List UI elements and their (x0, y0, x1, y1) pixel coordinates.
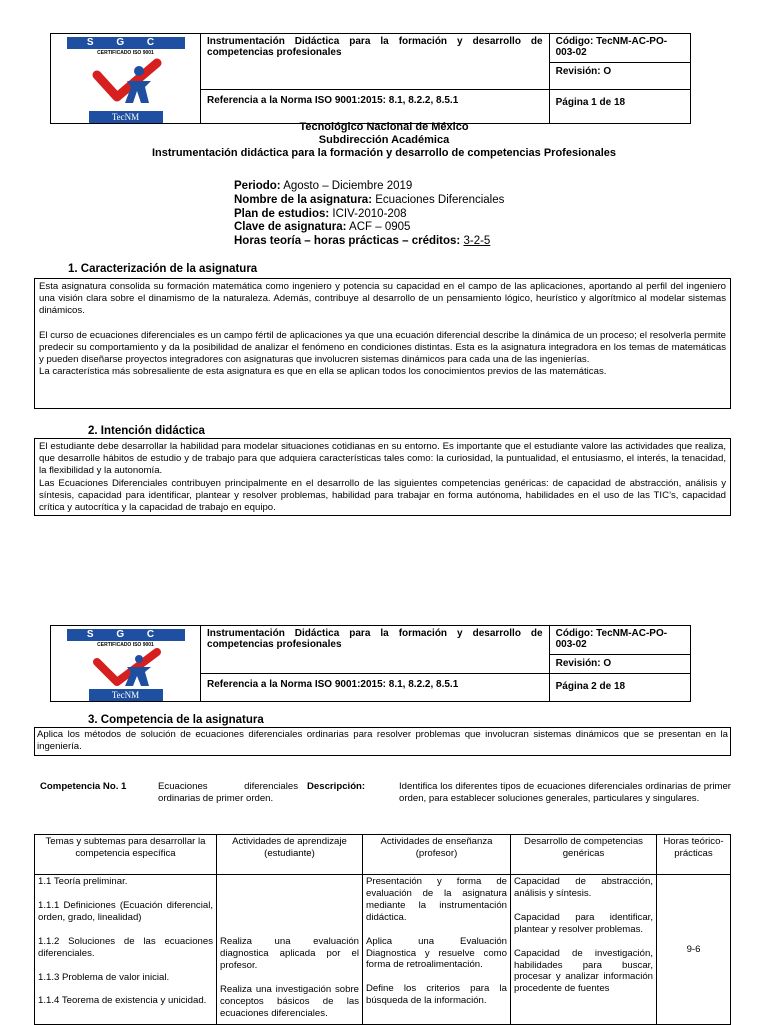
clave-value: ACF – 0905 (349, 221, 411, 233)
genericas-cell (511, 875, 657, 1025)
page-number: Página 1 de 18 (549, 90, 690, 124)
section-2-paragraph: Las Ecuaciones Diferenciales contribuyen principalmente en el desarrollo de las siguientes competencias genéricas: de capacidad de abstracción, análisis y síntesis, capacidad para identificar, plantear y resolver problemas, habilidad para trabajar en forma autónoma, habilidades en el uso de las TIC’s, capacidad crítica y autocrítica y la capacidad de trabajo en equipo. (39, 477, 726, 514)
tecnm-sgc-logo (67, 629, 185, 701)
periodo-value: Agosto – Diciembre 2019 (283, 180, 413, 192)
table-header: Horas teórico-prácticas (657, 835, 731, 875)
doc-revision: Revisión: O (555, 66, 612, 77)
asignatura-line (234, 194, 504, 208)
competencia-label: Competencia No. 1 (40, 781, 127, 792)
descripcion-label: Descripción: (307, 781, 366, 792)
ensenanza-item: Presentación y forma de evaluación de la asignatura mediante la instrumentación didáctica. (366, 876, 507, 923)
plan-line (234, 208, 407, 222)
horas-line (234, 235, 490, 249)
doc-code: Código: TecNM-AC-PO-003-02 (550, 34, 690, 63)
tecnm-sgc-logo (67, 37, 185, 123)
generica-item: Capacidad para identificar, plantear y resolver problemas. (514, 911, 653, 935)
code-revision-cell (549, 34, 690, 90)
subdirection-title: Subdirección Académica (318, 134, 450, 146)
competencia-description: Identifica los diferentes tipos de ecuaciones diferenciales ordinarias de primer orden, para establecer soluciones generales, particulares y singulares. (399, 781, 731, 805)
horas-label: Horas teoría – horas prácticas – créditos: (234, 235, 461, 247)
horas-cell: 9-6 (657, 875, 731, 1025)
doc-code: Código: TecNM-AC-PO-003-02 (550, 626, 690, 655)
section-1-box (34, 278, 731, 409)
document-title: Instrumentación didáctica para la formación y desarrollo de competencias Profesionales (152, 147, 616, 159)
section-3-box (34, 727, 731, 756)
section-2-paragraph: El estudiante debe desarrollar la habilidad para modelar situaciones cotidianas en su entorno. Es importante que el estudiante valore las actividades que realiza, que desarrolle hábitos de estudio y de trabajo para que adquiera características tales como: la curiosidad, la puntualidad, el entusiasmo, el interés, la tenacidad, la flexibilidad y la autonomía. (39, 441, 726, 477)
logo-iso-text: CERTIFICADO ISO 9001 (97, 50, 154, 56)
tema-item: 1.1.3 Problema de valor inicial. (38, 971, 170, 983)
table-header: Actividades de enseñanza (profesor) (363, 835, 511, 875)
table-header: Temas y subtemas para desarrollar la competencia específica (35, 835, 217, 875)
periodo-label: Periodo: (234, 180, 281, 192)
aprendizaje-item: Realiza una evaluación diagnostica aplicada por el profesor. (220, 936, 359, 971)
aprendizaje-cell (217, 875, 363, 1025)
logo-sgc-text: S G C (67, 37, 185, 49)
section-2-box (34, 438, 731, 516)
tema-item: 1.1.2 Soluciones de las ecuaciones diferenciales. (38, 935, 213, 959)
asignatura-value: Ecuaciones Diferenciales (375, 194, 505, 206)
doc-revision: Revisión: O (555, 658, 612, 669)
checkmark-person-icon (67, 57, 185, 117)
iso-norma-reference: Referencia a la Norma ISO 9001:2015: 8.1, 8.2.2, 8.5.1 (201, 90, 550, 124)
header-title: Instrumentación Didáctica para la formación y desarrollo de competencias profesionales (201, 626, 550, 674)
document-header-1 (50, 33, 691, 124)
header-title: Instrumentación Didáctica para la formación y desarrollo de competencias profesionales (201, 34, 550, 90)
code-revision-cell (549, 626, 690, 674)
logo-tecnm-text: TecNM (89, 111, 163, 123)
asignatura-label: Nombre de la asignatura: (234, 194, 373, 206)
section-1-paragraph: El curso de ecuaciones diferenciales es un campo fértil de aplicaciones ya que una ecuación diferencial describe la dinámica de un proceso; el resolverla permite predecir su comportamiento y da la posibilidad de analizar el fenómeno en condiciones distintas. Esta es la asignatura integradora en los temas de matemáticas y pueden diseñarse proyectos integradores con asignaturas que involucren sistemas dinámicos para cada una de las ingenierías. (39, 329, 726, 366)
ensenanza-cell (363, 875, 511, 1025)
aprendizaje-item: Realiza una investigación sobre conceptos básicos de las ecuaciones diferenciales. (220, 983, 359, 1019)
iso-norma-reference: Referencia a la Norma ISO 9001:2015: 8.1, 8.2.2, 8.5.1 (201, 674, 550, 702)
horas-value: 3-2-5 (463, 235, 491, 247)
table-header: Desarrollo de competencias genéricas (511, 835, 657, 875)
tema-item: 1.1 Teoría preliminar. (38, 876, 128, 887)
generica-item: Capacidad de investigación, habilidades para buscar, procesar y analizar información procedente de fuentes (514, 947, 653, 995)
competencia-name: Ecuaciones diferenciales ordinarias de primer orden. (158, 781, 298, 805)
tema-item: 1.1.4 Teorema de existencia y unicidad. (38, 995, 207, 1007)
institution-title: Tecnológico Nacional de México (299, 121, 469, 133)
clave-line (234, 221, 410, 235)
logo-iso-text: CERTIFICADO ISO 9001 (97, 642, 154, 648)
tema-item: 1.1.1 Definiciones (Ecuación diferencial, orden, grado, linealidad) (38, 899, 213, 923)
logo-tecnm-text: TecNM (89, 689, 163, 701)
plan-value: ICIV-2010-208 (332, 208, 407, 220)
logo-cell (51, 34, 201, 124)
ensenanza-item: Aplica una Evaluación Diagnostica y resuelve como forma de retroalimentación. (366, 935, 507, 971)
competency-table (34, 834, 731, 1025)
ensenanza-item: Define los criterios para la búsqueda de la información. (366, 983, 507, 1007)
page-number: Página 2 de 18 (549, 674, 690, 702)
clave-label: Clave de asignatura: (234, 221, 347, 233)
table-header: Actividades de aprendizaje (estudiante) (217, 835, 363, 875)
section-2-heading: 2. Intención didáctica (88, 425, 205, 437)
section-1-paragraph: La característica más sobresaliente de esta asignatura es que en ella se aplican todos los conocimientos previos de las matemáticas. (39, 366, 607, 378)
generica-item: Capacidad de abstracción, análisis y síntesis. (514, 876, 653, 899)
document-header-2 (50, 625, 691, 702)
section-1-paragraph: Esta asignatura consolida su formación matemática como ingeniero y potencia su capacidad en el campo de las aplicaciones, aportando al perfil del ingeniero una visión clara sobre el dinamismo de la naturaleza. Además, contribuye al desarrollo de un pensamiento lógico, heurístico y algorítmico al modelar sistemas dinámicos. (39, 281, 726, 317)
temas-cell (35, 875, 217, 1025)
periodo-line (234, 180, 412, 194)
section-1-heading: 1. Caracterización de la asignatura (68, 263, 258, 275)
section-3-paragraph: Aplica los métodos de solución de ecuaciones diferenciales ordinarias para resolver problemas que involucran sistemas dinámicos que se presentan en la ingeniería. (37, 729, 728, 753)
logo-cell (51, 626, 201, 702)
plan-label: Plan de estudios: (234, 208, 330, 220)
logo-sgc-text: S G C (67, 629, 185, 641)
section-3-heading: 3. Competencia de la asignatura (88, 714, 264, 726)
